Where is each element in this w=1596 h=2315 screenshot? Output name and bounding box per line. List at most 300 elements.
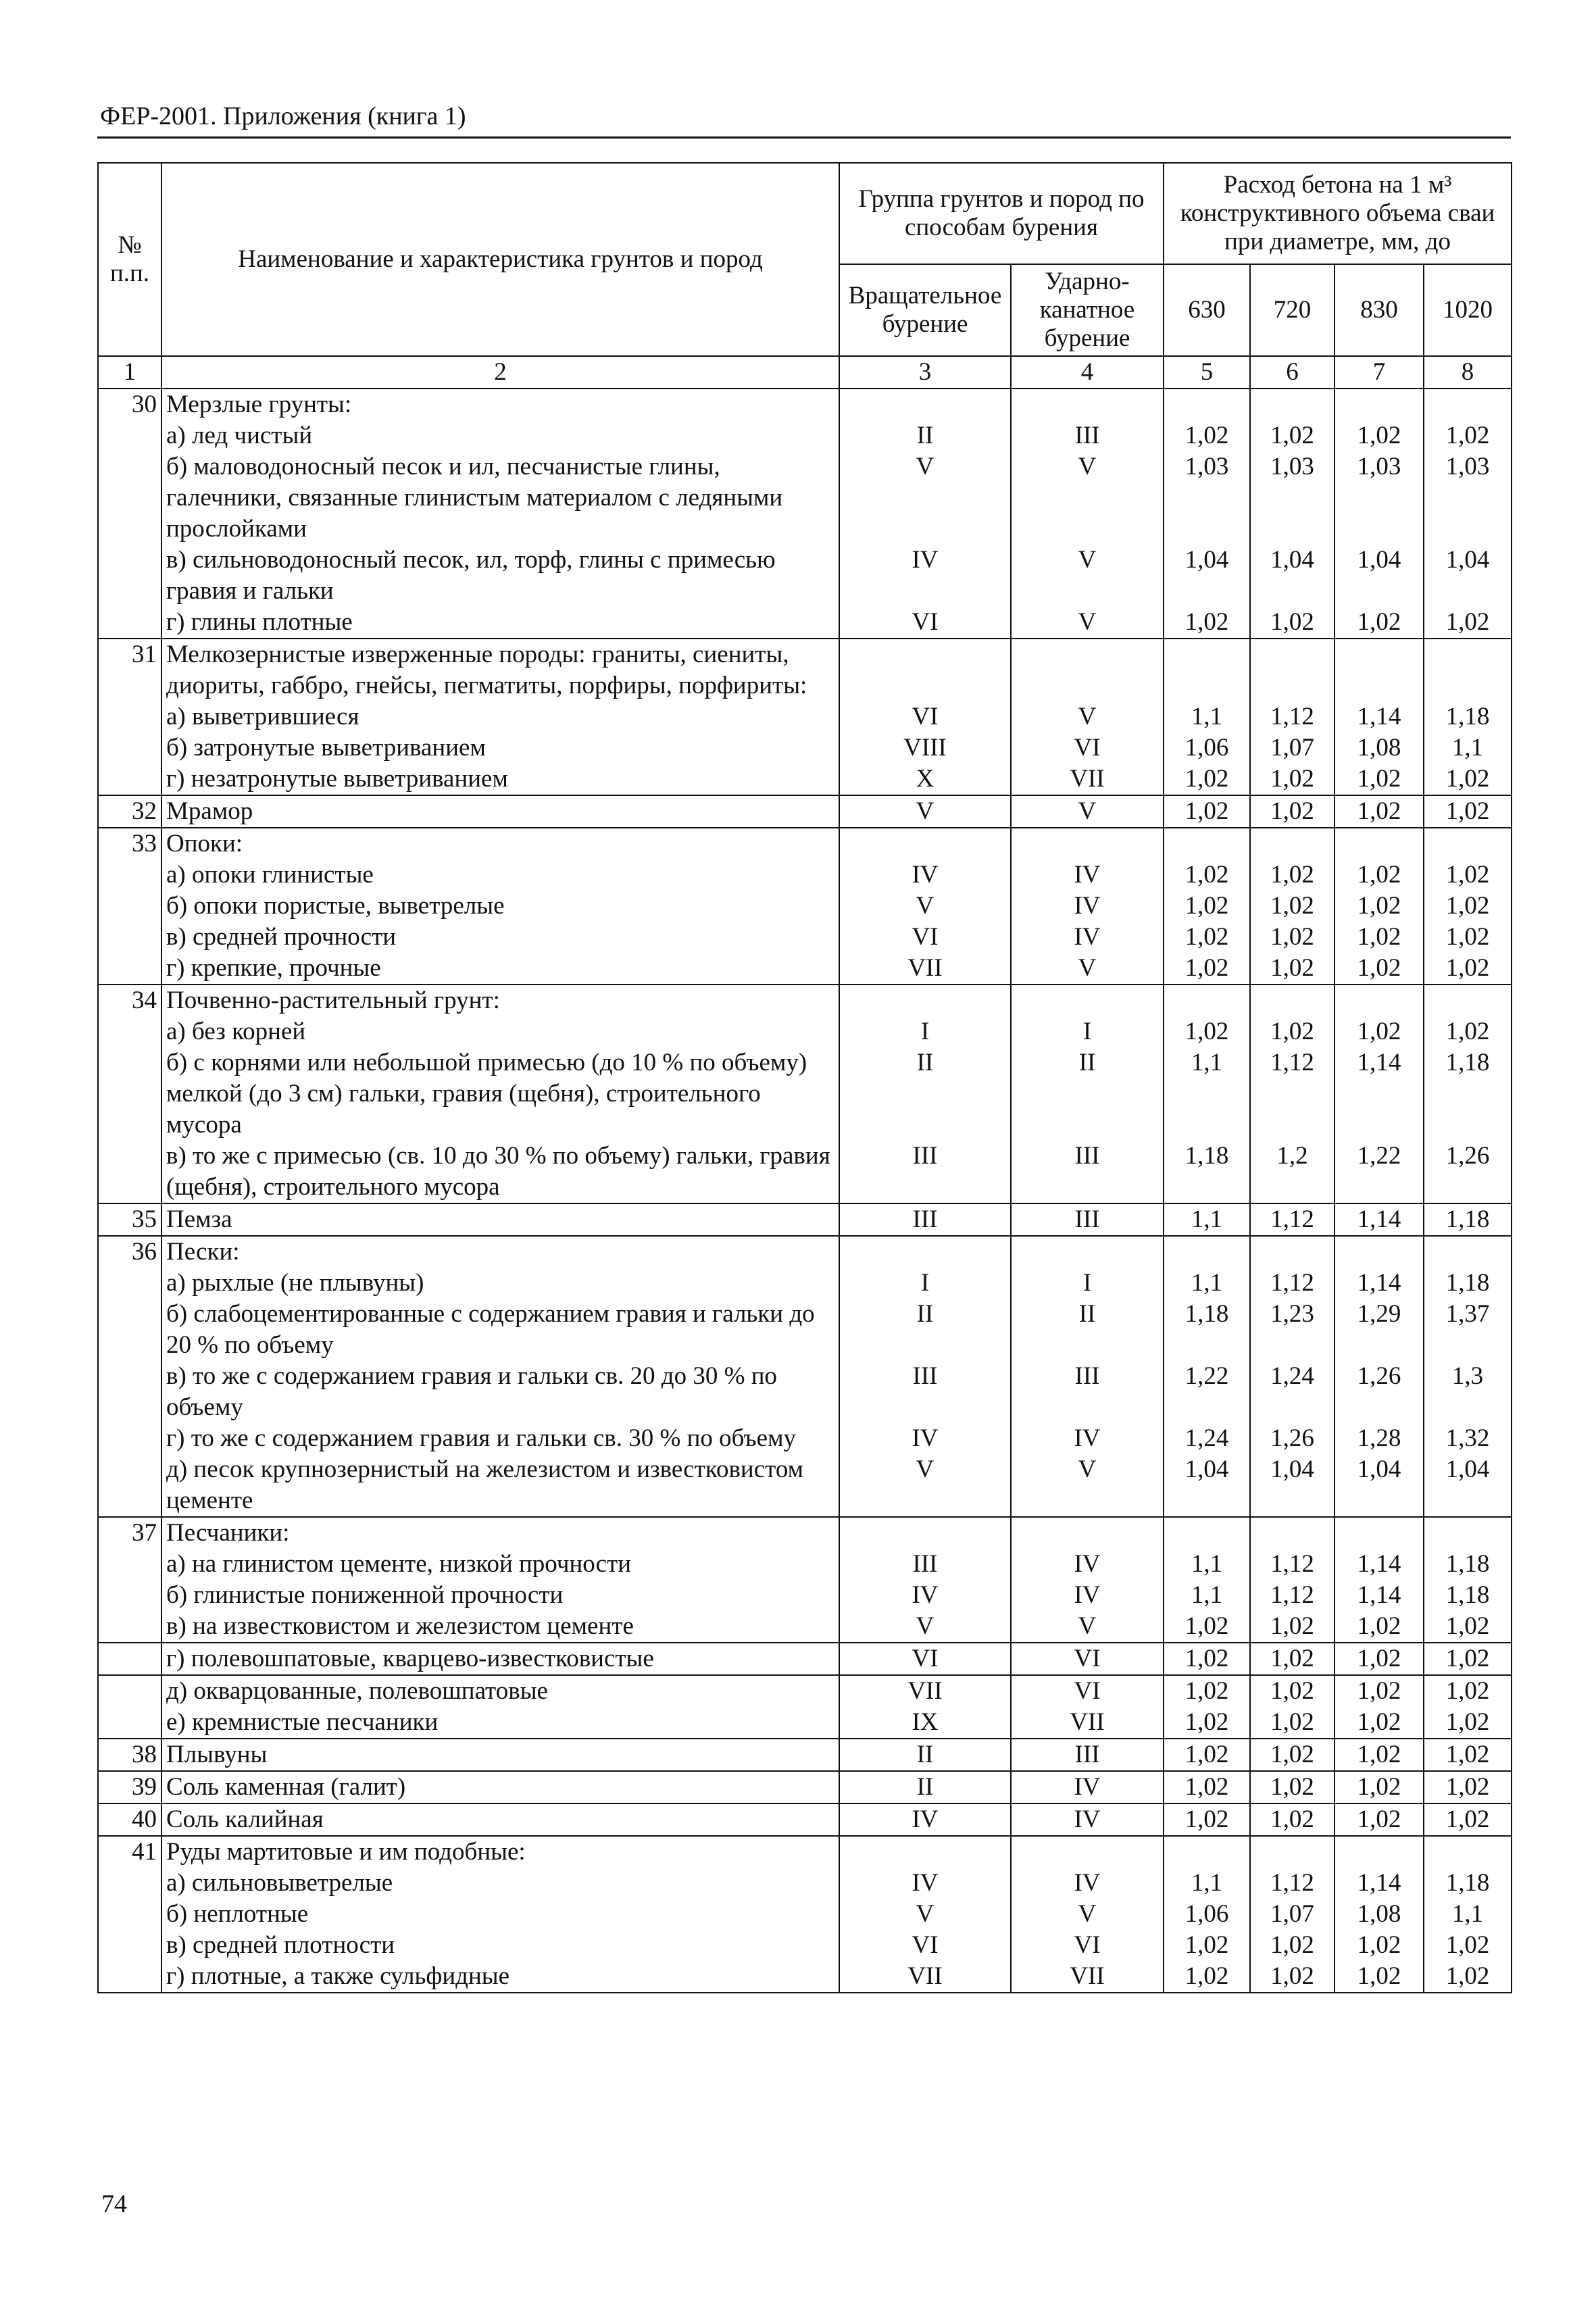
rotary-group: VI <box>839 701 1011 732</box>
value-1020: 1,32 <box>1424 1423 1512 1454</box>
soil-name: а) лед чистый <box>161 420 839 451</box>
rotary-group: VII <box>839 953 1011 985</box>
percussive-group: I <box>1011 1016 1164 1047</box>
value-630: 1,1 <box>1164 1047 1250 1141</box>
row-number: 36 <box>98 1236 161 1268</box>
group-31 <box>98 639 1512 795</box>
percussive-group: IV <box>1011 1868 1164 1899</box>
header-percussive: Ударно-канатное бурение <box>1011 264 1164 356</box>
rotary-group: IV <box>839 860 1011 891</box>
value-830: 1,02 <box>1335 1643 1424 1675</box>
soil-name: б) неплотные <box>161 1899 839 1930</box>
soil-name: Мерзлые грунты: <box>161 389 839 420</box>
value-720: 1,12 <box>1250 701 1335 732</box>
value-630: 1,18 <box>1164 1299 1250 1361</box>
value-830: 1,04 <box>1335 545 1424 607</box>
table-row <box>98 1580 1512 1611</box>
row-number <box>98 891 161 922</box>
value-1020: 1,18 <box>1424 1203 1512 1236</box>
row-number: 38 <box>98 1739 161 1771</box>
table-row <box>98 953 1512 985</box>
rotary-group: IV <box>839 1423 1011 1454</box>
value-830: 1,08 <box>1335 1899 1424 1930</box>
value-630: 1,02 <box>1164 1707 1250 1739</box>
group-30 <box>98 389 1512 639</box>
value-1020: 1,02 <box>1424 1643 1512 1675</box>
soil-name: а) без корней <box>161 1016 839 1047</box>
colnum: 6 <box>1250 356 1335 389</box>
soil-name: Пески: <box>161 1236 839 1268</box>
soil-name: а) рыхлые (не плывуны) <box>161 1268 839 1299</box>
value-630: 1,04 <box>1164 545 1250 607</box>
table-row <box>98 1454 1512 1517</box>
percussive-group: VII <box>1011 1961 1164 1993</box>
percussive-group: IV <box>1011 1803 1164 1836</box>
value-720: 1,07 <box>1250 732 1335 764</box>
colnum: 7 <box>1335 356 1424 389</box>
percussive-group: V <box>1011 607 1164 639</box>
value-830: 1,02 <box>1335 1803 1424 1836</box>
value-630: 1,02 <box>1164 420 1250 451</box>
table-row <box>98 1707 1512 1739</box>
soil-name: Опоки: <box>161 828 839 860</box>
row-number <box>98 922 161 953</box>
value-630: 1,02 <box>1164 1016 1250 1047</box>
value-1020: 1,02 <box>1424 922 1512 953</box>
value-1020: 1,02 <box>1424 953 1512 985</box>
value-1020: 1,02 <box>1424 1707 1512 1739</box>
value-630: 1,02 <box>1164 1930 1250 1961</box>
value-1020: 1,02 <box>1424 891 1512 922</box>
percussive-group <box>1011 639 1164 701</box>
group-cont-9 <box>98 1675 1512 1739</box>
soil-name: Плывуны <box>161 1739 839 1771</box>
soil-name: д) песок крупнозернистый на железистом и известковистом цементе <box>161 1454 839 1517</box>
value-630: 1,1 <box>1164 1580 1250 1611</box>
row-number: 33 <box>98 828 161 860</box>
percussive-group: V <box>1011 1899 1164 1930</box>
value-1020: 1,18 <box>1424 1580 1512 1611</box>
rotary-group: IV <box>839 1580 1011 1611</box>
row-number <box>98 701 161 732</box>
value-1020: 1,02 <box>1424 1930 1512 1961</box>
table-row <box>98 545 1512 607</box>
table-row <box>98 764 1512 795</box>
rotary-group <box>839 389 1011 420</box>
value-1020 <box>1424 1836 1512 1868</box>
row-number: 39 <box>98 1771 161 1803</box>
percussive-group: VI <box>1011 1930 1164 1961</box>
value-630 <box>1164 1236 1250 1268</box>
value-720 <box>1250 1236 1335 1268</box>
value-630: 1,02 <box>1164 1803 1250 1836</box>
header-d830: 830 <box>1335 264 1424 356</box>
percussive-group: IV <box>1011 922 1164 953</box>
soil-name: е) кремнистые песчаники <box>161 1707 839 1739</box>
soil-name: а) выветрившиеся <box>161 701 839 732</box>
rotary-group: IX <box>839 1707 1011 1739</box>
header-consumption: Расход бетона на 1 м³ конструктивного объема сваи при диаметре, мм, до <box>1164 163 1512 264</box>
table-row <box>98 1299 1512 1361</box>
soil-name: г) незатронутые выветриванием <box>161 764 839 795</box>
value-1020: 1,18 <box>1424 1268 1512 1299</box>
rotary-group: V <box>839 1899 1011 1930</box>
percussive-group: III <box>1011 420 1164 451</box>
value-1020: 1,02 <box>1424 1739 1512 1771</box>
row-number: 31 <box>98 639 161 701</box>
value-1020: 1,1 <box>1424 1899 1512 1930</box>
percussive-group: V <box>1011 451 1164 545</box>
value-830: 1,02 <box>1335 891 1424 922</box>
value-830: 1,14 <box>1335 1868 1424 1899</box>
column-numbers-row <box>98 356 1512 389</box>
value-830: 1,02 <box>1335 1016 1424 1047</box>
value-830 <box>1335 639 1424 701</box>
table-row <box>98 1961 1512 1993</box>
soil-name: а) сильновыветрелые <box>161 1868 839 1899</box>
row-number: 37 <box>98 1517 161 1549</box>
row-number <box>98 1611 161 1643</box>
value-1020: 1,3 <box>1424 1361 1512 1423</box>
value-1020: 1,26 <box>1424 1141 1512 1203</box>
rotary-group: VIII <box>839 732 1011 764</box>
table-row <box>98 1643 1512 1675</box>
page-number: 74 <box>101 2190 127 2218</box>
percussive-group: IV <box>1011 1423 1164 1454</box>
percussive-group: VI <box>1011 732 1164 764</box>
value-720: 1,02 <box>1250 1707 1335 1739</box>
value-830: 1,29 <box>1335 1299 1424 1361</box>
value-1020: 1,18 <box>1424 1549 1512 1580</box>
soil-name: в) сильноводоносный песок, ил, торф, глины с примесью гравия и гальки <box>161 545 839 607</box>
percussive-group <box>1011 1836 1164 1868</box>
percussive-group: V <box>1011 1611 1164 1643</box>
table-row <box>98 1836 1512 1868</box>
rotary-group: X <box>839 764 1011 795</box>
table-row <box>98 891 1512 922</box>
percussive-group: V <box>1011 545 1164 607</box>
value-630: 1,02 <box>1164 1739 1250 1771</box>
rotary-group: IV <box>839 1868 1011 1899</box>
table-row <box>98 1517 1512 1549</box>
table-row <box>98 1675 1512 1707</box>
soil-name: г) крепкие, прочные <box>161 953 839 985</box>
percussive-group: VI <box>1011 1643 1164 1675</box>
value-830: 1,22 <box>1335 1141 1424 1203</box>
value-830: 1,02 <box>1335 1961 1424 1993</box>
colnum: 1 <box>98 356 161 389</box>
soil-name: в) то же с примесью (св. 10 до 30 % по объему) гальки, гравия (щебня), строительного мусора <box>161 1141 839 1203</box>
value-830: 1,02 <box>1335 1930 1424 1961</box>
soil-name: в) то же с содержанием гравия и гальки св. 20 до 30 % по объему <box>161 1361 839 1423</box>
value-1020 <box>1424 1236 1512 1268</box>
table-row <box>98 1899 1512 1930</box>
value-830 <box>1335 985 1424 1016</box>
value-830: 1,04 <box>1335 1454 1424 1517</box>
soil-name: Соль каменная (галит) <box>161 1771 839 1803</box>
table-row <box>98 1141 1512 1203</box>
row-number <box>98 545 161 607</box>
rotary-group: IV <box>839 545 1011 607</box>
table-row <box>98 1236 1512 1268</box>
value-630: 1,02 <box>1164 607 1250 639</box>
value-830: 1,14 <box>1335 1268 1424 1299</box>
group-41 <box>98 1836 1512 1993</box>
value-1020: 1,18 <box>1424 1047 1512 1141</box>
soil-name: в) средней плотности <box>161 1930 839 1961</box>
value-720: 1,02 <box>1250 764 1335 795</box>
table-row <box>98 1739 1512 1771</box>
value-720 <box>1250 1517 1335 1549</box>
colnum: 4 <box>1011 356 1164 389</box>
value-830: 1,08 <box>1335 732 1424 764</box>
value-720: 1,02 <box>1250 860 1335 891</box>
value-720: 1,02 <box>1250 1675 1335 1707</box>
value-1020: 1,03 <box>1424 451 1512 545</box>
rotary-group: III <box>839 1203 1011 1236</box>
value-1020: 1,02 <box>1424 420 1512 451</box>
table-row <box>98 701 1512 732</box>
page-header: ФЕР-2001. Приложения (книга 1) <box>100 102 466 130</box>
value-630 <box>1164 639 1250 701</box>
soil-name: Пемза <box>161 1203 839 1236</box>
value-720: 1,02 <box>1250 607 1335 639</box>
rotary-group: V <box>839 891 1011 922</box>
group-38 <box>98 1739 1512 1771</box>
value-830: 1,02 <box>1335 1707 1424 1739</box>
group-37 <box>98 1517 1512 1643</box>
value-630: 1,1 <box>1164 701 1250 732</box>
value-1020: 1,02 <box>1424 1611 1512 1643</box>
percussive-group <box>1011 389 1164 420</box>
soil-name: Мелкозернистые изверженные породы: граниты, сиениты, диориты, габбро, гнейсы, пегматиты, порфиры, порфириты: <box>161 639 839 701</box>
value-720 <box>1250 389 1335 420</box>
group-32 <box>98 795 1512 828</box>
value-830: 1,02 <box>1335 420 1424 451</box>
soil-name: Песчаники: <box>161 1517 839 1549</box>
soil-name: Руды мартитовые и им подобные: <box>161 1836 839 1868</box>
rotary-group: III <box>839 1361 1011 1423</box>
value-1020: 1,02 <box>1424 1961 1512 1993</box>
row-number <box>98 1299 161 1361</box>
value-630: 1,02 <box>1164 1611 1250 1643</box>
value-1020 <box>1424 389 1512 420</box>
value-720: 1,23 <box>1250 1299 1335 1361</box>
percussive-group <box>1011 1517 1164 1549</box>
rotary-group: VII <box>839 1675 1011 1707</box>
value-720: 1,12 <box>1250 1268 1335 1299</box>
value-1020 <box>1424 828 1512 860</box>
table-row <box>98 389 1512 420</box>
value-1020: 1,04 <box>1424 545 1512 607</box>
value-830: 1,14 <box>1335 701 1424 732</box>
header-d1020: 1020 <box>1424 264 1512 356</box>
table-row <box>98 1268 1512 1299</box>
soil-name: г) плотные, а также сульфидные <box>161 1961 839 1993</box>
value-830: 1,02 <box>1335 795 1424 828</box>
header-name: Наименование и характеристика грунтов и пород <box>161 163 839 356</box>
percussive-group: VII <box>1011 764 1164 795</box>
value-630: 1,22 <box>1164 1361 1250 1423</box>
value-720: 1,26 <box>1250 1423 1335 1454</box>
value-630: 1,06 <box>1164 1899 1250 1930</box>
percussive-group: VI <box>1011 1675 1164 1707</box>
row-number <box>98 1423 161 1454</box>
value-720: 1,12 <box>1250 1203 1335 1236</box>
value-630: 1,1 <box>1164 1549 1250 1580</box>
group-36 <box>98 1236 1512 1517</box>
percussive-group <box>1011 1236 1164 1268</box>
table-row <box>98 985 1512 1016</box>
value-1020: 1,04 <box>1424 1454 1512 1517</box>
row-number <box>98 1580 161 1611</box>
row-number <box>98 1016 161 1047</box>
value-720: 1,02 <box>1250 1961 1335 1993</box>
value-830: 1,14 <box>1335 1047 1424 1141</box>
table-row <box>98 1423 1512 1454</box>
percussive-group: V <box>1011 953 1164 985</box>
header-no: № п.п. <box>98 163 161 356</box>
value-630 <box>1164 828 1250 860</box>
table-row <box>98 732 1512 764</box>
rotary-group: I <box>839 1268 1011 1299</box>
rotary-group <box>839 1236 1011 1268</box>
header-group: Группа грунтов и пород по способам бурения <box>839 163 1164 264</box>
soil-name: г) полевошпатовые, кварцево-известковистые <box>161 1643 839 1675</box>
percussive-group: IV <box>1011 891 1164 922</box>
header-rotary: Вращательное бурение <box>839 264 1011 356</box>
row-number <box>98 607 161 639</box>
soil-name: б) глинистые пониженной прочности <box>161 1580 839 1611</box>
value-1020 <box>1424 639 1512 701</box>
value-720: 1,02 <box>1250 1016 1335 1047</box>
soil-name: б) затронутые выветриванием <box>161 732 839 764</box>
value-720: 1,02 <box>1250 1930 1335 1961</box>
rotary-group: II <box>839 1299 1011 1361</box>
colnum: 5 <box>1164 356 1250 389</box>
colnum: 8 <box>1424 356 1512 389</box>
rotary-group: II <box>839 1771 1011 1803</box>
group-35 <box>98 1203 1512 1236</box>
value-1020: 1,02 <box>1424 1803 1512 1836</box>
value-720 <box>1250 828 1335 860</box>
value-1020: 1,02 <box>1424 607 1512 639</box>
percussive-group <box>1011 985 1164 1016</box>
value-630: 1,02 <box>1164 1675 1250 1707</box>
rotary-group: VI <box>839 1643 1011 1675</box>
percussive-group: IV <box>1011 860 1164 891</box>
row-number <box>98 1454 161 1517</box>
soil-name: а) на глинистом цементе, низкой прочности <box>161 1549 839 1580</box>
rotary-group: II <box>839 420 1011 451</box>
value-1020: 1,02 <box>1424 1016 1512 1047</box>
value-830 <box>1335 1236 1424 1268</box>
rotary-group: VI <box>839 607 1011 639</box>
table-row <box>98 828 1512 860</box>
group-33 <box>98 828 1512 985</box>
rotary-group: II <box>839 1739 1011 1771</box>
colnum: 3 <box>839 356 1011 389</box>
rotary-group: II <box>839 1047 1011 1141</box>
value-720: 1,02 <box>1250 1611 1335 1643</box>
value-630: 1,02 <box>1164 795 1250 828</box>
value-830: 1,02 <box>1335 1675 1424 1707</box>
value-630: 1,24 <box>1164 1423 1250 1454</box>
table-row <box>98 1868 1512 1899</box>
row-number <box>98 1141 161 1203</box>
value-630: 1,02 <box>1164 891 1250 922</box>
soil-name: а) опоки глинистые <box>161 860 839 891</box>
header-d630: 630 <box>1164 264 1250 356</box>
value-1020: 1,18 <box>1424 701 1512 732</box>
value-1020: 1,02 <box>1424 860 1512 891</box>
soil-name: г) то же с содержанием гравия и гальки св. 30 % по объему <box>161 1423 839 1454</box>
row-number: 35 <box>98 1203 161 1236</box>
value-830: 1,02 <box>1335 1739 1424 1771</box>
percussive-group: VII <box>1011 1707 1164 1739</box>
table-row <box>98 1771 1512 1803</box>
row-number <box>98 1268 161 1299</box>
percussive-group: V <box>1011 1454 1164 1517</box>
soil-name: б) с корнями или небольшой примесью (до 10 % по объему) мелкой (до 3 см) гальки, гравия (щебня), строительного мусора <box>161 1047 839 1141</box>
value-720: 1,02 <box>1250 795 1335 828</box>
value-1020 <box>1424 1517 1512 1549</box>
value-1020: 1,02 <box>1424 795 1512 828</box>
rotary-group <box>839 1517 1011 1549</box>
value-630: 1,18 <box>1164 1141 1250 1203</box>
soil-name: Почвенно-растительный грунт: <box>161 985 839 1016</box>
row-number <box>98 1868 161 1899</box>
table-row <box>98 1930 1512 1961</box>
table-row <box>98 1611 1512 1643</box>
row-number: 34 <box>98 985 161 1016</box>
soil-name: б) слабоцементированные с содержанием гравия и гальки до 20 % по объему <box>161 1299 839 1361</box>
row-number <box>98 1899 161 1930</box>
group-34 <box>98 985 1512 1203</box>
value-720: 1,24 <box>1250 1361 1335 1423</box>
rotary-group: I <box>839 1016 1011 1047</box>
value-720: 1,12 <box>1250 1580 1335 1611</box>
table-row <box>98 420 1512 451</box>
rotary-group <box>839 1836 1011 1868</box>
value-830: 1,28 <box>1335 1423 1424 1454</box>
value-630: 1,1 <box>1164 1268 1250 1299</box>
value-830: 1,02 <box>1335 607 1424 639</box>
row-number: 40 <box>98 1803 161 1836</box>
row-number <box>98 953 161 985</box>
value-720: 1,02 <box>1250 922 1335 953</box>
row-number <box>98 1707 161 1739</box>
value-830: 1,14 <box>1335 1580 1424 1611</box>
row-number: 32 <box>98 795 161 828</box>
soil-name: в) средней прочности <box>161 922 839 953</box>
table-row <box>98 1016 1512 1047</box>
value-1020 <box>1424 985 1512 1016</box>
value-720: 1,04 <box>1250 545 1335 607</box>
value-630: 1,02 <box>1164 953 1250 985</box>
value-630 <box>1164 985 1250 1016</box>
value-830 <box>1335 828 1424 860</box>
rotary-group <box>839 985 1011 1016</box>
rotary-group: V <box>839 1454 1011 1517</box>
row-number <box>98 1361 161 1423</box>
value-630: 1,04 <box>1164 1454 1250 1517</box>
table-row <box>98 795 1512 828</box>
value-830 <box>1335 389 1424 420</box>
percussive-group: III <box>1011 1361 1164 1423</box>
group-40 <box>98 1803 1512 1836</box>
value-830: 1,02 <box>1335 764 1424 795</box>
